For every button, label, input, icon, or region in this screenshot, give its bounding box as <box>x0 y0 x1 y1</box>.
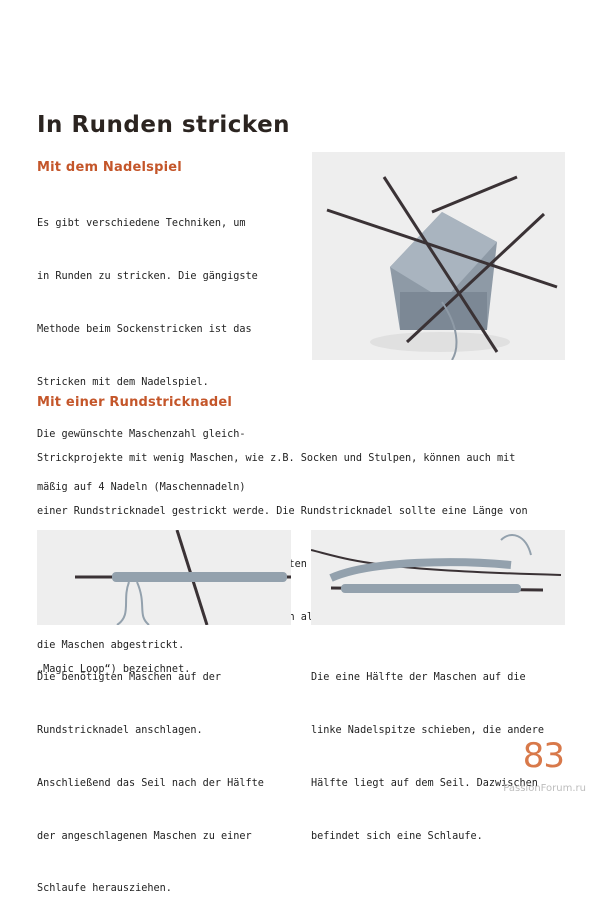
photo-magic-loop <box>311 530 565 625</box>
caption-line: der angeschlagenen Maschen zu einer <box>37 830 252 842</box>
caption-line: Die eine Hälfte der Maschen auf die <box>311 672 526 684</box>
text-line: Die gewünschte Maschenzahl gleich- <box>37 429 246 441</box>
section-heading-rundstricknadel: Mit einer Rundstricknadel <box>37 395 233 410</box>
text-line: als <box>300 611 320 623</box>
photo-double-pointed-needles <box>312 152 565 360</box>
text-line: „Magic Loop“) bezeichnet. <box>37 664 191 676</box>
caption-right <box>311 634 544 863</box>
caption-left <box>37 634 264 916</box>
text-line: Methode beim Sockenstricken ist das <box>37 323 252 335</box>
caption-line: befindet sich eine Schlaufe. <box>311 830 483 842</box>
section-heading-nadelspiel: Mit dem Nadelspiel <box>37 160 182 175</box>
page-number: 83 <box>522 736 564 776</box>
caption-line: Hälfte liegt auf dem Seil. Dazwischen <box>311 777 538 789</box>
text-line: Strickprojekte mit wenig Maschen, wie z.B. Socken und Stulpen, können auch mit <box>37 453 516 465</box>
text-line: Stricken mit dem Nadelspiel. <box>37 376 209 388</box>
text-line: mäßig auf 4 Nadeln (Maschennadeln) <box>37 482 246 494</box>
watermark: PassionForum.ru <box>503 783 586 794</box>
caption-line: linke Nadelspitze schieben, die andere <box>311 724 545 736</box>
text-line: einer Rundstricknadel gestrickt werde. Die Rundstricknadel sollte eine Länge von <box>37 505 528 517</box>
caption-line: Schlaufe herausziehen. <box>37 883 172 895</box>
photo-circular-needle-cast-on <box>37 530 291 625</box>
text-line: Es gibt verschiedene Techniken, um <box>37 218 246 230</box>
text-line: die Maschen abgestrickt. <box>37 640 185 652</box>
page-title: In Runden stricken <box>37 112 291 138</box>
caption-line: Rundstricknadel anschlagen. <box>37 724 203 736</box>
caption-line: Die benötigten Maschen auf der <box>37 672 222 684</box>
caption-line: Anschließend das Seil nach der Hälfte <box>37 777 264 789</box>
text-line: in Runden zu stricken. Die gängigste <box>37 270 258 282</box>
